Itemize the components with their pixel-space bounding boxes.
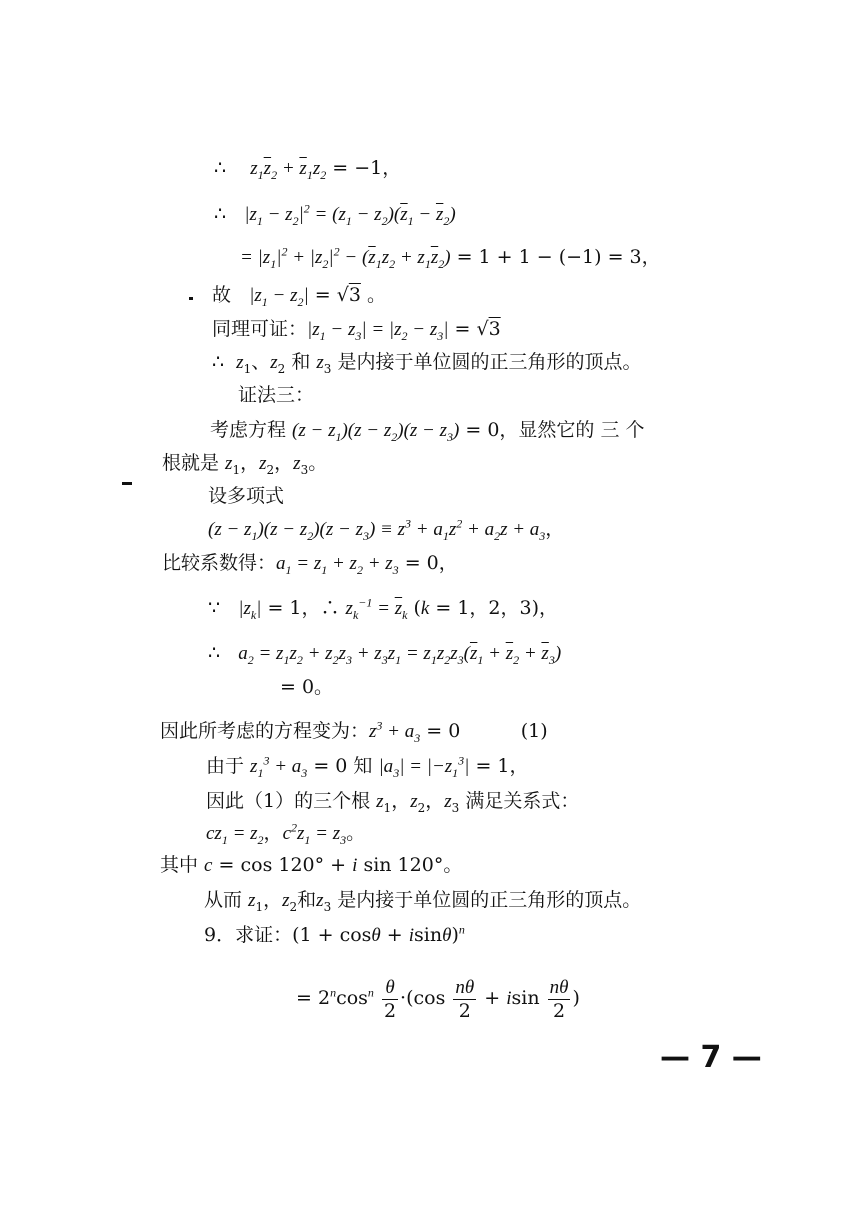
text-line: 其中 c = cos 120° + i sin 120°。 [160, 854, 463, 876]
text-line: 因此（1）的三个根 $z_1$，$z_2$，$z_3$ 满足关系式： [206, 790, 580, 815]
equation-line: 故 $|z_1 - z_2| = √3$ 。 [212, 284, 386, 309]
problem-statement: 9．求证：$(1 + \cos\theta + isin\theta)^n$ [204, 922, 465, 946]
text-line: 比较系数得：$a_1 = z_1 + z_2 + z_3 = 0$， [162, 552, 458, 577]
equation-line: ∴ $|z_1 - z_2|^2 = (z_1 - z_2)(\overline{z}_1 - \overline{z}_2)$ [214, 201, 456, 228]
equation-line: = $|z_1|^2 + |z_2|^2 - (\overline{z}_1z_2 + z_1\overline{z}_2) = 1 + 1 - (-1) = 3$， [240, 244, 661, 271]
text-line: ∴ $z_1$、$z_2$ 和 $z_3$ 是内接于单位圆的正三角形的顶点。 [212, 351, 642, 376]
equation: = $|z_1|^2 + |z_2|^2 - (\overline{z}_1z_2 + z_1\overline{z}_2)$ [240, 244, 451, 271]
fraction: $\frac{\theta}{2}$ [383, 976, 397, 1022]
equation: $z_1\overline{z}_2 + \overline{z}_1z_2$ [250, 158, 327, 182]
equation: $(z - z_1)(z - z_2)(z - z_3) \equiv z^3 + a_1z^2 + a_2z + a_3$ [208, 516, 546, 543]
equation: $|z_1 - z_2|$ [249, 285, 309, 309]
text-line: 设多项式 [208, 485, 285, 507]
text-line: 同理可证：$|z_1 - z_3| = |z_2 - z_3| = √3$ [212, 318, 501, 343]
equation: $|z_1 - z_3| = |z_2 - z_3|$ [307, 319, 449, 343]
text-line: 由于 $z_1^3 + a_3 = 0$ 知 $|a_3| = |-z_1^3| = 1$， [206, 753, 529, 780]
section-heading: 证法三： [238, 384, 315, 406]
scan-mark [122, 482, 132, 485]
page-number: — 7 — [660, 1040, 762, 1075]
text-line: 考虑方程 $(z - z_1)(z - z_2)(z - z_3) = 0$，显然它的 三 个 [210, 419, 645, 444]
text-segment: ∴ [214, 157, 227, 179]
text-line: 根就是 $z_1$，$z_2$，$z_3$。 [162, 452, 328, 477]
equation-line: ∵ $|z_k| = 1$，∴ $z_k^{-1} = \overline{z}_k$ (k = 1，2，3)， [208, 595, 559, 622]
text-line: 从而 $z_1$，$z_2$和$z_3$ 是内接于单位圆的正三角形的顶点。 [204, 889, 642, 914]
scan-mark [189, 297, 193, 300]
equation-line: $cz_1 = z_2$，$c^2z_1 = z_3$。 [206, 820, 366, 847]
equation-line: ∴ $a_2 = z_1z_2 + z_2z_3 + z_3z_1 = z_1z_2z_3(\overline{z}_1 + \overline{z}_2 + \overline{z}_3)$ [208, 642, 562, 667]
text-line: 因此所考虑的方程变为：$z^3 + a_3 = 0$ (1) [160, 718, 548, 745]
equation: $|z_1 - z_2|^2 = (z_1 - z_2)(\overline{z}_1 - \overline{z}_2)$ [244, 201, 456, 228]
equation-line: $(z - z_1)(z - z_2)(z - z_3) \equiv z^3 + a_1z^2 + a_2z + a_3$， [208, 516, 565, 543]
equation-line: = 0。 [280, 676, 334, 698]
fraction: $\frac{n\theta}{2}$ [549, 976, 569, 1022]
equation-line: ∴ $z_1\overline{z}_2 + \overline{z}_1z_2 = -1$， [214, 157, 402, 182]
equation-line: = $2^n\cos^n$ $\frac{\theta}{2}$ ·(cos $\frac{n\theta}{2}$ + isin $\frac{n\theta}{2}$ ) [296, 976, 580, 1022]
fraction: $\frac{n\theta}{2}$ [455, 976, 475, 1022]
